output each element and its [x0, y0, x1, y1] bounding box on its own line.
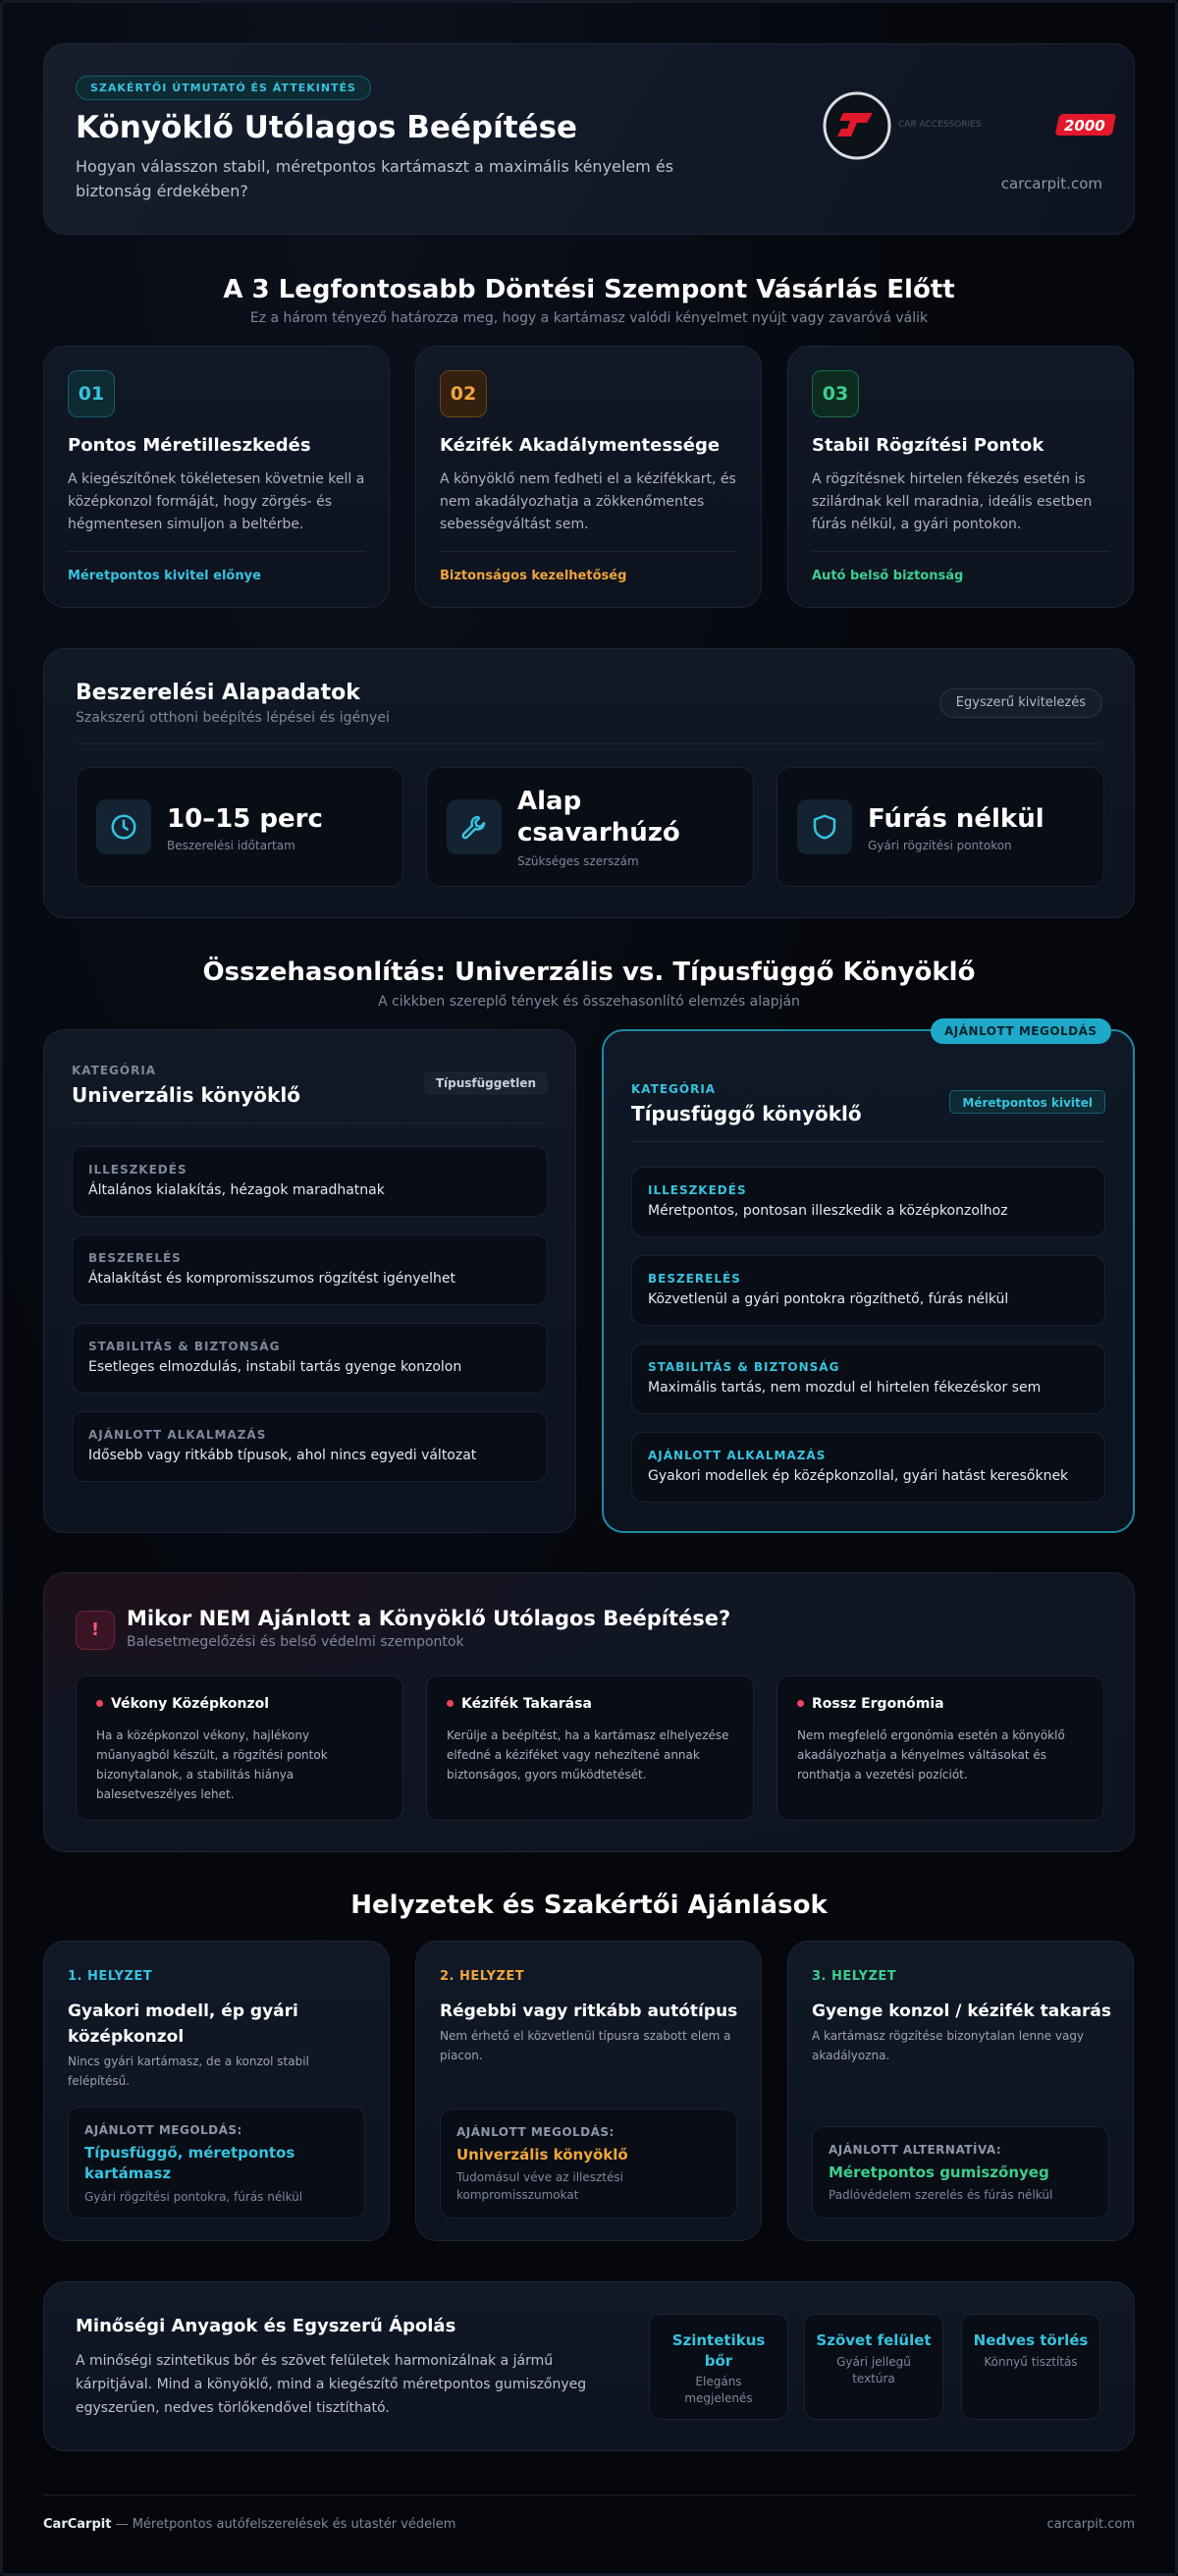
category-label: KATEGÓRIA [631, 1082, 717, 1096]
feature-sub: Elegáns megjelenés [684, 2375, 753, 2405]
row-heading: ILLESZKEDÉS [648, 1183, 747, 1197]
row-text: Maximális tartás, nem mozdul el hirtelen fékezéskor sem [648, 1380, 1042, 1396]
recommendation-heading: AJÁNLOTT MEGOLDÁS: [456, 2125, 615, 2139]
comparison-title: Összehasonlítás: Univerzális vs. Típusfüggő Könyöklő [202, 958, 976, 987]
recommendation-heading: AJÁNLOTT MEGOLDÁS: [84, 2123, 242, 2137]
recommendation-note: Tudomásul véve az illesztési kompromisszumokat [456, 2170, 623, 2202]
comparison-row [631, 1432, 1105, 1503]
recommendation-value: Univerzális könyöklő [456, 2146, 628, 2164]
scenario-card [43, 1941, 390, 2241]
universal-armrest-card [43, 1029, 576, 1533]
materials-card [43, 2281, 1135, 2451]
factor-footer: Autó belső biztonság [812, 569, 964, 583]
stat-label: Gyári rögzítési pontokon [868, 839, 1012, 852]
factor-text: A könyöklő nem fedheti el a kézifékkart, és nem akadályozhatja a zökkenőmentes sebességváltást sem. [440, 471, 736, 532]
feature-title: Szövet felület [816, 2331, 932, 2349]
recommended-badge: AJÁNLOTT MEGOLDÁS [931, 1018, 1111, 1044]
row-text: Esetleges elmozdulás, instabil tartás gyenge konzolon [88, 1359, 462, 1375]
footer-brand-name: CarCarpit [43, 2517, 112, 2532]
warning-item [76, 1675, 403, 1821]
row-heading: AJÁNLOTT ALKALMAZÁS [648, 1449, 827, 1462]
scenario-label: 1. HELYZET [68, 1969, 153, 1984]
divider [68, 551, 365, 552]
brand-logo [822, 87, 1116, 164]
recommendation-note: Gyári rögzítési pontokra, fúrás nélkül [84, 2190, 303, 2204]
bullet-dot-icon [447, 1700, 454, 1707]
material-feature [961, 2314, 1100, 2420]
footer-divider [43, 2494, 1135, 2495]
stat-value-line2: csavarhúzó [517, 818, 680, 848]
logo-subtext: CAR ACCESSORIES [898, 120, 982, 130]
comparison-row [72, 1411, 548, 1482]
installation-basics-card [43, 648, 1135, 918]
footer-tagline: — Méretpontos autófelszerelések és utastér védelem [115, 2517, 456, 2532]
bullet-dot-icon [96, 1700, 103, 1707]
stat-tool [426, 767, 754, 887]
basics-subtitle: Szakszerű otthoni beépítés lépései és igényei [76, 710, 390, 726]
scenario-card [787, 1941, 1134, 2241]
factor-number: 01 [68, 370, 115, 417]
scenario-title: Régebbi vagy ritkább autótípus [440, 2001, 738, 2021]
stat-value: Fúrás nélkül [868, 804, 1044, 834]
warning-item-title: Kézifék Takarása [447, 1696, 592, 1712]
factor-title: Kézifék Akadálymentessége [440, 435, 721, 456]
brand-url[interactable]: carcarpit.com [1000, 175, 1102, 192]
recommendation-value: Típusfüggő, méretpontos kartámasz [84, 2144, 295, 2182]
row-heading: BESZERELÉS [648, 1272, 741, 1286]
shield-icon [797, 799, 852, 854]
footer-url[interactable]: carcarpit.com [1046, 2517, 1135, 2532]
warning-item-text: Ha a középkonzol vékony, hajlékony műanyagból készült, a rögzítési pontok bizonytalanok, a stabilitás hiánya balesetveszélyes lehet. [96, 1728, 328, 1801]
comparison-row [72, 1234, 548, 1305]
divider [812, 551, 1109, 552]
factor-title: Pontos Méretilleszkedés [68, 435, 311, 456]
factor-title: Stabil Rögzítési Pontok [812, 435, 1044, 456]
scenario-text: Nincs gyári kartámasz, de a konzol stabil felépítésű. [68, 2055, 309, 2088]
comparison-row [631, 1343, 1105, 1414]
material-feature [804, 2314, 943, 2420]
warning-item-text: Kerülje a beépítést, ha a kartámasz elhelyezése elfedné a kéziféket vagy nehezítené annak biztonságos, gyors működtetését. [447, 1728, 729, 1781]
product-name: Típusfüggő könyöklő [631, 1102, 862, 1125]
row-text: Átalakítást és kompromisszumos rögzítést igényelhet [88, 1271, 456, 1287]
warning-subtitle: Balesetmegelőzési és belső védelmi szempontok [127, 1634, 464, 1650]
factor-card [43, 346, 390, 608]
scenario-label: 2. HELYZET [440, 1969, 525, 1984]
scenario-text: A kartámasz rögzítése bizonytalan lenne vagy akadályozna. [812, 2029, 1085, 2062]
feature-title: Szintetikus bőr [671, 2331, 766, 2370]
basics-title: Beszerelési Alapadatok [76, 681, 360, 705]
divider [440, 551, 737, 552]
recommendation-value: Méretpontos gumiszőnyeg [829, 2164, 1049, 2181]
material-feature [649, 2314, 788, 2420]
row-heading: STABILITÁS & BIZTONSÁG [648, 1360, 840, 1374]
factor-number: 03 [812, 370, 859, 417]
factor-number: 02 [440, 370, 487, 417]
materials-text: A minőségi szintetikus bőr és szövet felületek harmonizálnak a jármű kárpitjával. Mind a könyöklő, mind a kiegészítő méretpontos gumiszőnyeg egyszerűen, nedves törlőkendővel tisztítható. [76, 2353, 587, 2416]
product-name: Univerzális könyöklő [72, 1083, 300, 1107]
stat-label: Szükséges szerszám [517, 854, 639, 868]
scenarios-title: Helyzetek és Szakértői Ajánlások [350, 1891, 828, 1920]
wrench-icon [447, 799, 502, 854]
factors-subtitle: Ez a három tényező határozza meg, hogy a kartámasz valódi kényelmet nyújt vagy zavaróvá válik [249, 310, 929, 326]
warning-item [426, 1675, 754, 1821]
feature-title: Nedves törlés [973, 2331, 1089, 2349]
scenario-title: Gyakori modell, ép gyári középkonzol [68, 2001, 298, 2047]
stat-label: Beszerelési időtartam [167, 839, 295, 852]
recommendation-heading: AJÁNLOTT ALTERNATÍVA: [829, 2143, 1002, 2157]
factors-title: A 3 Legfontosabb Döntési Szempont Vásárlás Előtt [223, 275, 955, 304]
comparison-row [72, 1146, 548, 1217]
warning-title: Mikor NEM Ajánlott a Könyöklő Utólagos Beépítése? [127, 1607, 731, 1630]
row-text: Közvetlenül a gyári pontokra rögzíthető, fúrás nélkül [648, 1291, 1009, 1307]
row-text: Gyakori modellek ép középkonzollal, gyári hatást keresőknek [648, 1468, 1069, 1484]
page-title: Könyöklő Utólagos Beépítése [76, 110, 578, 145]
row-text: Méretpontos, pontosan illeszkedik a középkonzolhoz [648, 1203, 1008, 1219]
logo-badge-text: 2000 [1064, 117, 1105, 135]
page-subtitle: Hogyan válasszon stabil, méretpontos kartámaszt a maximális kényelem és biztonság érdekében? [76, 157, 674, 200]
row-text: Általános kialakítás, hézagok maradhatnak [88, 1182, 385, 1198]
recommendation-note: Padlóvédelem szerelés és fúrás nélkül [829, 2188, 1053, 2202]
divider [76, 743, 1102, 744]
scenario-label: 3. HELYZET [812, 1969, 897, 1984]
comparison-row [631, 1167, 1105, 1237]
guide-tag: SZAKÉRTŐI ÚTMUTATÓ ÉS ÁTTEKINTÉS [76, 76, 371, 100]
clock-icon [96, 799, 151, 854]
stat-value: 10–15 perc [167, 804, 323, 834]
product-tag: Típusfüggetlen [424, 1071, 548, 1095]
divider [631, 1141, 1105, 1142]
row-text: Idősebb vagy ritkább típusok, ahol nincs egyedi változat [88, 1448, 477, 1463]
row-heading: AJÁNLOTT ALKALMAZÁS [88, 1428, 267, 1442]
feature-sub: Könnyű tisztítás [984, 2355, 1078, 2369]
feature-sub: Gyári jellegű textúra [836, 2355, 911, 2385]
factor-footer: Biztonságos kezelhetőség [440, 569, 627, 583]
warning-item-title: Rossz Ergonómia [797, 1696, 944, 1712]
factor-text: A kiegészítőnek tökéletesen követnie kell a középkonzol formáját, hogy zörgés- és hégmentesen simuljon a beltérbe. [68, 471, 365, 532]
easy-install-badge: Egyszerű kivitelezés [939, 688, 1102, 718]
model-specific-armrest-card [602, 1029, 1135, 1533]
scenario-title: Gyenge konzol / kézifék takarás [812, 2001, 1111, 2021]
warning-item-title: Vékony Középkonzol [96, 1696, 269, 1712]
comparison-subtitle: A cikkben szereplő tények és összehasonlító elemzés alapján [378, 994, 800, 1010]
bullet-dot-icon [797, 1700, 804, 1707]
warning-card [43, 1572, 1135, 1852]
warning-item-text: Nem megfelelő ergonómia esetén a könyöklő akadályozhatja a kényelmes váltásokat és ronthatja a vezetési pozíciót. [797, 1728, 1065, 1781]
factor-card [415, 346, 762, 608]
hero-card [43, 43, 1135, 235]
divider [72, 1123, 548, 1124]
stat-value-line1: Alap [517, 787, 582, 816]
stat-duration [76, 767, 403, 887]
comparison-row [72, 1323, 548, 1394]
materials-title: Minőségi Anyagok és Egyszerű Ápolás [76, 2316, 456, 2336]
row-heading: STABILITÁS & BIZTONSÁG [88, 1340, 281, 1353]
recommendation-box [812, 2126, 1109, 2219]
footer-brand [43, 2517, 455, 2532]
row-heading: BESZERELÉS [88, 1251, 182, 1265]
row-heading: ILLESZKEDÉS [88, 1163, 187, 1177]
recommendation-box [68, 2107, 365, 2219]
scenario-text: Nem érhető el közvetlenül típusra szabott elem a piacon. [440, 2029, 731, 2062]
category-label: KATEGÓRIA [72, 1064, 157, 1077]
warning-item [776, 1675, 1104, 1821]
factor-footer: Méretpontos kivitel előnye [68, 569, 261, 583]
scenario-card [415, 1941, 762, 2241]
warning-icon: ! [76, 1611, 115, 1650]
factor-text: A rögzítésnek hirtelen fékezés esetén is szilárdnak kell maradnia, ideális esetben fúrás nélkül, a gyári pontokon. [812, 471, 1093, 532]
recommendation-box [440, 2109, 737, 2219]
factor-card [787, 346, 1134, 608]
product-tag: Méretpontos kivitel [949, 1090, 1105, 1114]
comparison-row [631, 1255, 1105, 1326]
stat-no-drilling [776, 767, 1104, 887]
